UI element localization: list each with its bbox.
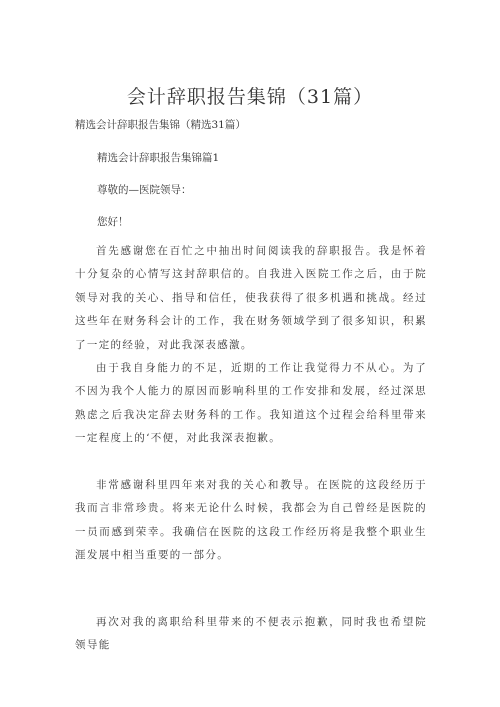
body-paragraph-3: 非常感谢科里四年来对我的关心和教导。在医院的这段经历于我而言非常珍贵。将来无论什么时候，我都会为自己曾经是医院的一员而感到荣幸。我确信在医院的这段工作经历将是我整个职业生涯发展中相当重要的一部分。 [75, 479, 427, 562]
body-paragraph-1: 首先感谢您在百忙之中抽出时间阅读我的辞职报告。我是怀着十分复杂的心情写这封辞职信的。自我进入医院工作之后，由于院领导对我的关心、指导和信任，使我获得了很多机遇和挑战。经过这些年在财务科会计的工作，我在财务领域学到了很多知识，积累了一定的经验，对此我深表感激。 [75, 245, 427, 351]
document-title: 会计辞职报告集锦（31篇） [126, 86, 374, 108]
section-heading: 精选会计辞职报告集锦篇1 [97, 152, 220, 164]
document-subtitle: 精选会计辞职报告集锦（精选31篇） [75, 119, 246, 131]
greeting: 您好！ [97, 216, 129, 228]
body-paragraph-2: 由于我自身能力的不足，近期的工作让我觉得力不从心。为了不因为我个人能力的原因而影响科里的工作安排和发展，经过深思熟虑之后我决定辞去财务科的工作。我知道这个过程会给科里带来一定程度上的‘不便，对此我深表抱歉。 [75, 362, 427, 445]
salutation: 尊敬的—医院领导： [97, 184, 192, 196]
body-paragraph-4: 再次对我的离职给科里带来的不便表示抱歉，同时我也希望院领导能 [75, 616, 427, 652]
